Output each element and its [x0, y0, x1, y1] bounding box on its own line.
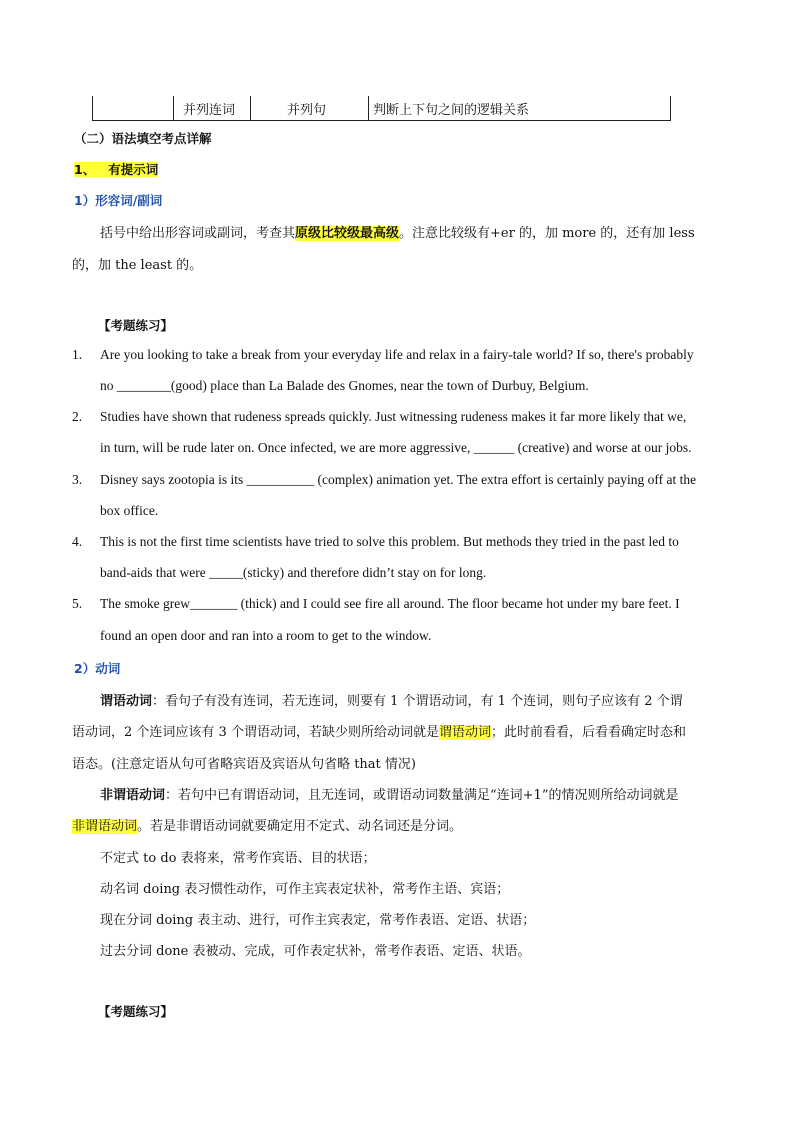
table-cell-empty — [93, 96, 174, 120]
subsection-number: 1、 — [74, 162, 96, 177]
highlight-comparison-degrees: 原级比较级最高级 — [295, 226, 400, 241]
subheading-adj-adv — [74, 191, 162, 209]
verb-paragraph-line2 — [72, 721, 686, 740]
subheading-verbs — [74, 659, 120, 677]
question-1-line2: no ________(good) place than La Balade des Gnomes, near the town of Durbuy, Belgium. — [100, 378, 589, 393]
nonfinite-paragraph-line2 — [72, 815, 462, 834]
question-2-number: 2. — [72, 409, 83, 424]
subsection-label: 有提示词 — [108, 162, 159, 177]
practice-heading-1: 【考题练习】 — [98, 318, 174, 333]
question-4-line2: band-aids that were _____(sticky) and therefore didn’t stay on for long. — [100, 565, 487, 580]
subheading-label: 形容词/副词 — [95, 193, 163, 208]
question-2-line2: in turn, will be rude later on. Once infected, we are more aggressive, ______ (creative) and worse at our jobs. — [100, 440, 692, 455]
text: 语动词，2 个连词应该有 3 个谓语动词，若缺少则所给动词就是 — [72, 725, 439, 740]
highlight-nonfinite-verb: 非谓语动词 — [72, 819, 138, 834]
nonfinite-paragraph-line1 — [100, 784, 678, 803]
term-predicate-verb: 谓语动词 — [100, 694, 153, 709]
form-present-participle: 现在分词 doing 表主动、进行，可作主宾表定，常考作表语、定语、状语； — [100, 913, 536, 928]
term-nonfinite-verb: 非谓语动词 — [100, 788, 166, 803]
verb-paragraph-line1 — [100, 690, 683, 709]
question-1-number: 1. — [72, 347, 83, 362]
text: ：若句中已有谓语动词，且无连词，或谓语动词数量满足“连词+1”的情况则所给动词就是 — [165, 788, 679, 803]
subheading-label: 动词 — [95, 661, 121, 676]
question-5-line1: The smoke grew_______ (thick) and I could see fire all around. The floor became hot under my bare feet. I — [100, 596, 680, 611]
question-3-line2: box office. — [100, 503, 159, 518]
verb-paragraph-line3: 语态。(注意定语从句可省略宾语及宾语从句省略 that 情况) — [72, 757, 416, 772]
text: 。注意比较级有+er 的，加 more 的，还有加 less — [399, 226, 695, 241]
text: ；此时前看看，后看看确定时态和 — [490, 725, 686, 740]
question-5-line2: found an open door and ran into a room to get to the window. — [100, 628, 432, 643]
section-title: （二）语法填空考点详解 — [74, 131, 212, 146]
question-3-number: 3. — [72, 472, 83, 487]
question-4-line1: This is not the first time scientists have tried to solve this problem. But methods they tried in the past led to — [100, 534, 679, 549]
question-5-number: 5. — [72, 596, 83, 611]
grammar-table-row — [92, 96, 671, 121]
highlight-predicate-verb: 谓语动词 — [438, 725, 491, 740]
subheading-number: 1） — [74, 193, 96, 208]
adj-paragraph-line2: 的，加 the least 的。 — [72, 258, 203, 273]
adj-paragraph-line1 — [100, 222, 695, 241]
text: 括号中给出形容词或副词，考查其 — [100, 226, 296, 241]
text: 。若是非谓语动词就要确定用不定式、动名词还是分词。 — [137, 819, 463, 834]
form-gerund: 动名词 doing 表习惯性动作，可作主宾表定状补，常考作主语、宾语； — [100, 882, 510, 897]
table-cell-sentence-type: 并列句 — [251, 96, 369, 120]
subheading-number: 2） — [74, 661, 96, 676]
form-infinitive: 不定式 to do 表将来，常考作宾语、目的状语； — [100, 851, 376, 866]
table-cell-description: 判断上下句之间的逻辑关系 — [373, 103, 530, 118]
table-cell-conjunction: 并列连词 — [173, 96, 251, 120]
question-1-line1: Are you looking to take a break from your everyday life and relax in a fairy-tale world? If so, there's probably — [100, 347, 694, 362]
question-4-number: 4. — [72, 534, 83, 549]
practice-heading-2: 【考题练习】 — [98, 1004, 174, 1019]
question-3-line1: Disney says zootopia is its __________ (complex) animation yet. The extra effort is certainly paying off at the — [100, 472, 697, 487]
form-past-participle: 过去分词 done 表被动、完成，可作表定状补，常考作表语、定语、状语。 — [100, 944, 531, 959]
question-2-line1: Studies have shown that rudeness spreads quickly. Just witnessing rudeness makes it far more likely that we, — [100, 409, 687, 424]
text: ：看句子有没有连词，若无连词，则要有 1 个谓语动词，有 1 个连词，则句子应该有 2 个谓 — [152, 694, 683, 709]
subsection-hinted-words — [74, 160, 158, 178]
